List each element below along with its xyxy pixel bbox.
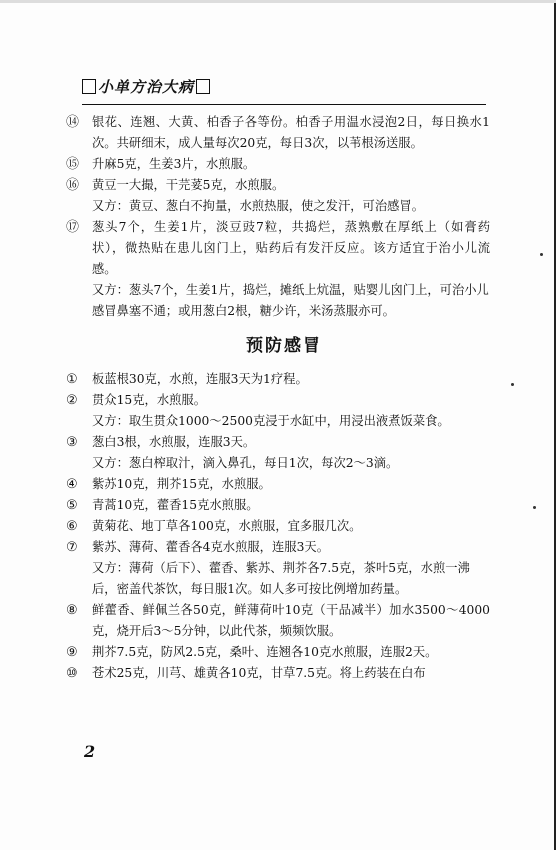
remedy-item [60,663,490,684]
remedy-text: 黄豆一大撮，干芫荽5克，水煎服。 [92,178,285,192]
remedy-item [60,537,490,558]
header-title: 小单方治大病 [98,78,195,96]
remedy-number: ④ [66,477,78,492]
remedy-number: ⑭ [66,115,80,130]
alternate-remedy: 又方：取生贯众1000～2500克浸于水缸中，用浸出液煮饭菜食。 [92,414,450,428]
remedy-item [60,217,490,280]
remedy-text: 银花、连翘、大黄、柏香子各等份。柏香子用温水浸泡2日，每日换水1次。共研细末，成人量每次20克，每日3次，以苇根汤送服。 [92,115,490,150]
scan-speck [533,506,536,509]
remedy-item [60,516,490,537]
remedy-item [60,390,490,411]
remedy-text: 葱白3根，水煎服，连服3天。 [92,435,256,449]
page-content [60,112,490,684]
remedy-text: 青蒿10克，藿香15克水煎服。 [92,498,259,512]
remedy-item [60,474,490,495]
remedy-number: ⑦ [66,540,78,555]
remedy-item [60,600,490,642]
remedy-item [60,112,490,154]
remedy-text: 鲜藿香、鲜佩兰各50克，鲜薄荷叶10克（干品减半）加水3500～4000克，烧开后3～5分钟，以此代茶，频频饮服。 [92,603,490,638]
remedy-item [60,432,490,453]
remedy-number: ⑤ [66,498,78,513]
header-rule [82,104,486,105]
remedy-number: ⑩ [66,666,78,681]
remedy-text: 黄菊花、地丁草各100克，水煎服，宜多服几次。 [92,519,362,533]
remedy-number: ⑯ [66,178,80,193]
header-box-left [82,79,96,94]
header-box-right [196,79,210,94]
remedy-text: 苍术25克，川芎、雄黄各10克，甘草7.5克。将上药装在白布 [92,666,426,680]
remedy-item [60,642,490,663]
remedy-number: ⑮ [66,157,80,172]
scan-edge [0,0,556,3]
remedy-number: ⑧ [66,603,78,618]
remedy-item [60,175,490,196]
remedy-text: 葱头7个，生姜1片，淡豆豉7粒，共捣烂，蒸熟敷在厚纸上（如膏药状），微热贴在患儿囟门上，贴药后有发汗反应。该方适宜于治小儿流感。 [92,220,490,276]
section-title: 预防感冒 [246,336,322,356]
remedy-text: 升麻5克，生姜3片，水煎服。 [92,157,256,171]
remedy-number: ⑰ [66,220,80,235]
remedy-text: 紫苏10克，荆芥15克，水煎服。 [92,477,271,491]
remedy-item [60,369,490,390]
alternate-remedy: 又方：葱白榨取汁，滴入鼻孔，每日1次，每次2～3滴。 [92,456,399,470]
remedy-text: 板蓝根30克，水煎，连服3天为1疗程。 [92,372,308,386]
alternate-remedy: 又方：葱头7个，生姜1片，捣烂，摊纸上炕温，贴婴儿囟门上，可治小儿感冒鼻塞不通；或用葱白2根，糖少许，米汤蒸服亦可。 [92,283,489,318]
remedy-number: ② [66,393,78,408]
page-number: 2 [84,742,96,761]
remedy-number: ⑨ [66,645,78,660]
remedy-number: ⑥ [66,519,78,534]
scan-speck [511,383,514,386]
alternate-remedy: 又方：黄豆、葱白不拘量，水煎热服，使之发汗，可治感冒。 [92,199,425,213]
remedy-list-prevention [60,369,490,684]
remedy-text: 贯众15克，水煎服。 [92,393,207,407]
remedy-text: 紫苏、薄荷、藿香各4克水煎服，连服3天。 [92,540,329,554]
remedy-number: ③ [66,435,78,450]
remedy-text: 荆芥7.5克，防风2.5克，桑叶、连翘各10克水煎服，连服2天。 [92,645,438,659]
remedy-number: ① [66,372,78,387]
running-header [82,76,210,97]
remedy-list-cold [60,112,490,322]
scan-speck [540,253,543,256]
remedy-item [60,154,490,175]
remedy-item [60,495,490,516]
alternate-remedy: 又方：薄荷（后下）、藿香、紫苏、荆芥各7.5克，茶叶5克，水煎一沸后，密盖代茶饮，每日服1次。如人多可按比例增加药量。 [92,561,470,596]
